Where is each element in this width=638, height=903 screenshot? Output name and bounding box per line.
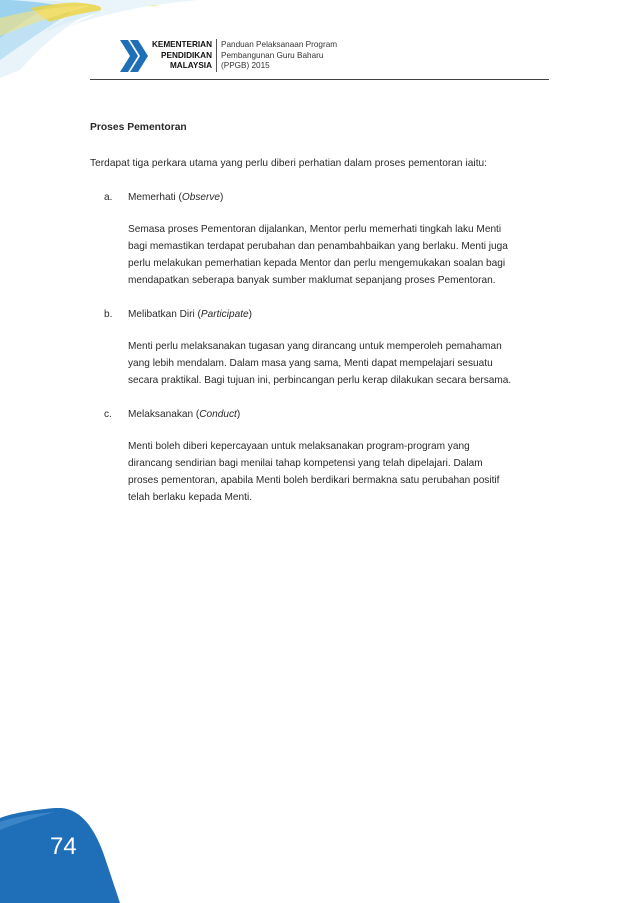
list-item-letter: c.: [104, 409, 112, 420]
list-item-title: [128, 306, 252, 323]
list-item: [90, 189, 558, 289]
list-item-heading: [90, 306, 558, 323]
body-line: yang lebih mendalam. Dalam masa yang sama, Menti dapat mempelajari sesuatu: [128, 358, 493, 369]
list-item-label: Melibatkan Diri (: [128, 309, 201, 320]
body-line: mendapatkan seberapa banyak sumber maklumat sepanjang proses Pementoran.: [128, 275, 496, 286]
ministry-line: MALAYSIA: [169, 61, 212, 70]
page-number: 74: [50, 833, 77, 860]
list-item-label: Memerhati (: [128, 192, 182, 203]
ministry-line: PENDIDIKAN: [161, 50, 212, 60]
list-item-term: Participate: [200, 309, 249, 320]
body-line: Menti boleh diberi kepercayaan untuk melaksanakan program-program yang: [128, 441, 470, 452]
doc-title-line: Panduan Pelaksanaan Program: [221, 40, 338, 49]
doc-title-line: (PPGB) 2015: [221, 61, 270, 70]
list-item-label: Melaksanakan (: [128, 409, 200, 420]
list-item-close: ): [236, 409, 241, 420]
body-line: Semasa proses Pementoran dijalankan, Mentor perlu memerhati tingkah laku Menti: [128, 224, 502, 235]
list-item-body: [128, 221, 558, 289]
list-item-close: ): [248, 309, 252, 320]
list-item-letter: a.: [104, 192, 113, 203]
body-line: secara praktikal. Bagi tujuan ini, perbincangan perlu kerap dilakukan secara bersama.: [128, 375, 512, 386]
ministry-line: KEMENTERIAN: [151, 40, 212, 49]
body-line: dirancang sendirian bagi menilai tahap kompetensi yang telah dipelajari. Dalam: [128, 458, 483, 469]
list-item-title: [128, 189, 223, 206]
list-item-letter: b.: [104, 309, 113, 320]
list-item-title: [128, 406, 240, 423]
header-divider: [216, 39, 217, 72]
body-line: telah berlaku kepada Menti.: [128, 492, 253, 503]
section-intro: Terdapat tiga perkara utama yang perlu diberi perhatian dalam proses pementoran iaitu:: [90, 158, 488, 169]
list-item-heading: [90, 406, 558, 423]
list-item-body: [128, 338, 558, 389]
list-item-term: Observe: [181, 192, 221, 203]
header-rule: [90, 79, 549, 80]
body-line: proses pementoran, apabila Menti boleh berdikari bermakna satu perubahan positif: [128, 475, 500, 486]
section-title: Proses Pementoran: [90, 122, 187, 133]
body-line: Menti perlu melaksanakan tugasan yang dirancang untuk memperoleh pemahaman: [128, 341, 502, 352]
body-line: perlu melakukan pemerhatian kepada Mentor dan perlu mengemukakan soalan bagi: [128, 258, 506, 269]
list-item-heading: [90, 189, 558, 206]
doc-title-line: Pembangunan Guru Baharu: [221, 50, 324, 60]
list-item: [90, 406, 558, 506]
page-content: [90, 115, 558, 506]
body-line: bagi memastikan terdapat perubahan dan penambahbaikan yang berlaku. Menti juga: [128, 241, 508, 252]
ministry-name: [140, 40, 212, 72]
list-item-term: Conduct: [199, 409, 237, 420]
list-item-close: ): [220, 192, 224, 203]
list-item: [90, 306, 558, 389]
list-item-body: [128, 438, 558, 506]
document-title: [221, 40, 381, 72]
